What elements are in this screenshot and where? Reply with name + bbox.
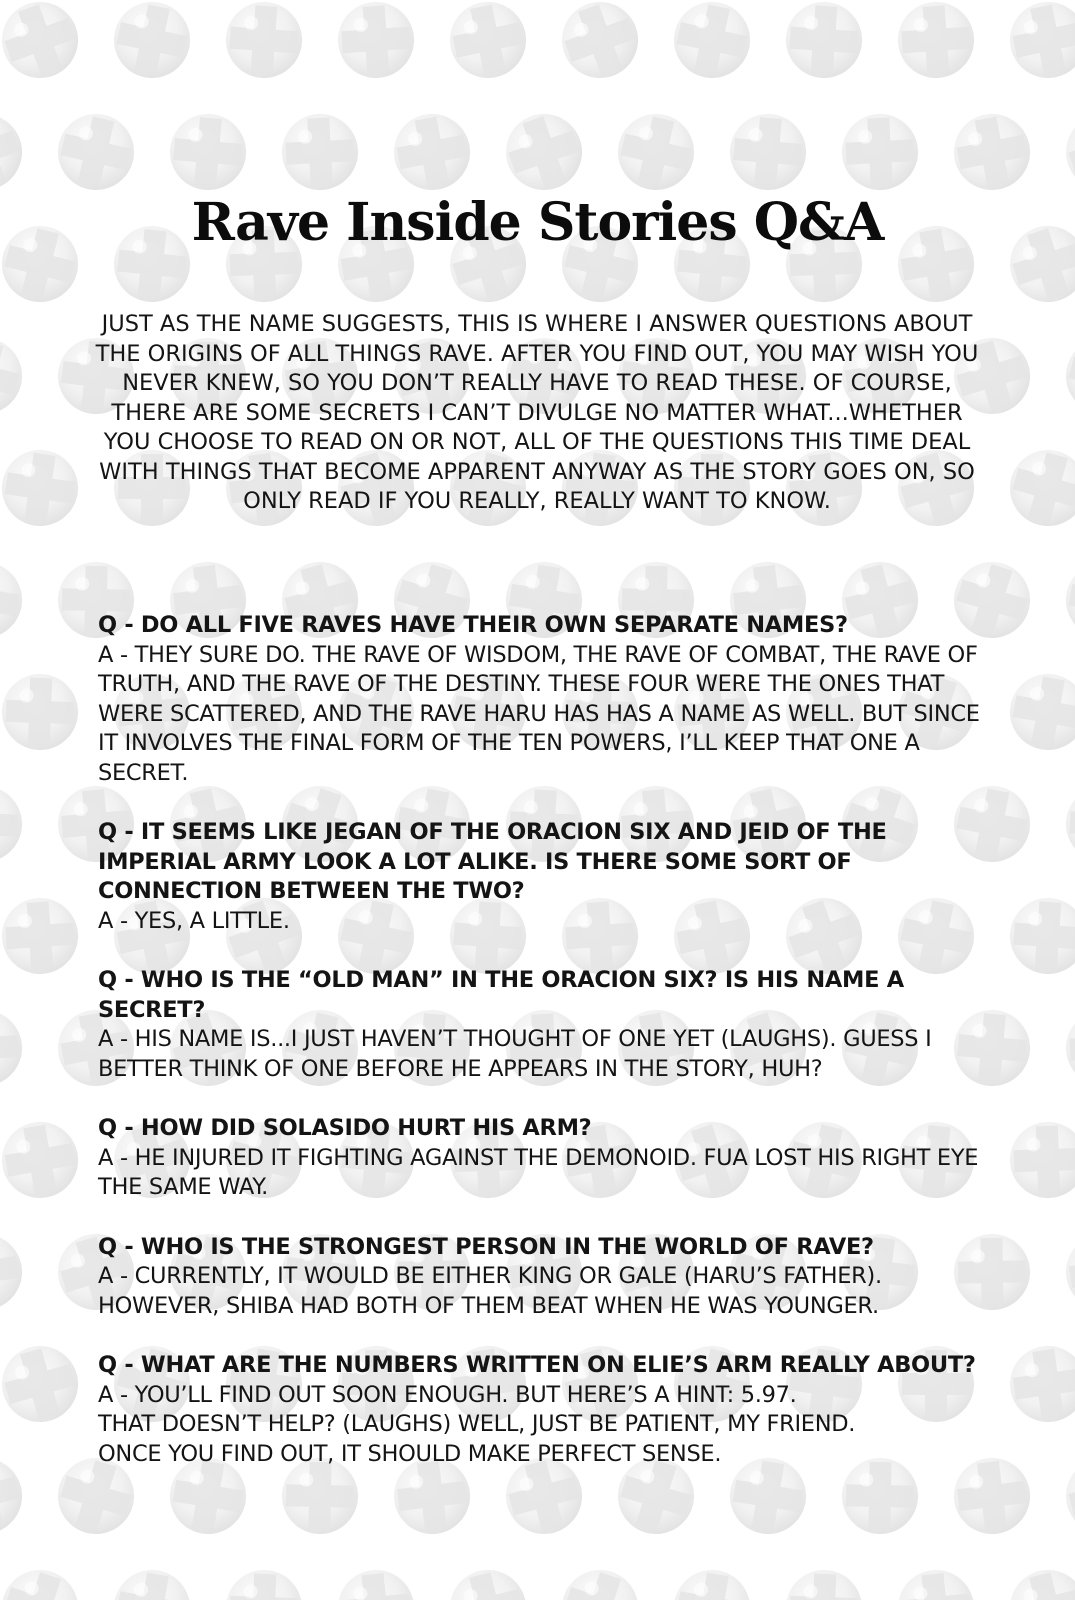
page-title: Rave Inside Stories Q&A	[191, 192, 884, 253]
qa-item	[98, 818, 998, 936]
answer-text: A - HIS NAME IS...I JUST HAVEN’T THOUGHT OF ONE YET (LAUGHS). GUESS I BETTER THINK OF ONE BEFORE HE APPEARS IN THE STORY, HUH?	[98, 1026, 932, 1082]
question-text: Q - IT SEEMS LIKE JEGAN OF THE ORACION SIX AND JEID OF THE IMPERIAL ARMY LOOK A LOT ALIKE. IS THERE SOME SORT OF CONNECTION BETWEEN THE TWO?	[98, 819, 887, 904]
qa-item	[98, 966, 998, 1084]
qa-item	[98, 1351, 998, 1469]
question-text: Q - DO ALL FIVE RAVES HAVE THEIR OWN SEPARATE NAMES?	[98, 612, 848, 638]
qa-item	[98, 1233, 998, 1322]
qa-list	[98, 611, 998, 1499]
answer-text: A - YES, A LITTLE.	[98, 907, 290, 934]
question-text: Q - WHAT ARE THE NUMBERS WRITTEN ON ELIE’S ARM REALLY ABOUT?	[98, 1352, 976, 1378]
intro-paragraph: JUST AS THE NAME SUGGESTS, THIS IS WHERE I ANSWER QUESTIONS ABOUT THE ORIGINS OF ALL THINGS RAVE. AFTER YOU FIND OUT, YOU MAY WISH YOU NEVER KNEW, SO YOU DON’T REALLY HAVE TO READ THESE. OF COURSE, THERE ARE SOME SECRETS I CAN’T DIVULGE NO MATTER WHAT...WHETHER YOU CHOOSE TO READ ON OR NOT, ALL OF THE QUESTIONS THIS TIME DEAL WITH THINGS THAT BECOME APPARENT ANYWAY AS THE STORY GOES ON, SO ONLY READ IF YOU REALLY, REALLY WANT TO KNOW.	[95, 311, 979, 514]
question-text: Q - HOW DID SOLASIDO HURT HIS ARM?	[98, 1115, 592, 1141]
qa-item	[98, 1114, 998, 1203]
answer-text: A - HE INJURED IT FIGHTING AGAINST THE DEMONOID. FUA LOST HIS RIGHT EYE THE SAME WAY.	[98, 1144, 979, 1200]
answer-text: A - CURRENTLY, IT WOULD BE EITHER KING OR GALE (HARU’S FATHER). HOWEVER, SHIBA HAD BOTH OF THEM BEAT WHEN HE WAS YOUNGER.	[98, 1263, 882, 1319]
answer-text: A - THEY SURE DO. THE RAVE OF WISDOM, THE RAVE OF COMBAT, THE RAVE OF TRUTH, AND THE RAVE OF THE DESTINY. THESE FOUR WERE THE ONES THAT WERE SCATTERED, AND THE RAVE HARU HAS HAS A NAME AS WELL. BUT SINCE IT INVOLVES THE FINAL FORM OF THE TEN POWERS, I’LL KEEP THAT ONE A SECRET.	[98, 641, 980, 786]
qa-item	[98, 611, 998, 788]
question-text: Q - WHO IS THE STRONGEST PERSON IN THE WORLD OF RAVE?	[98, 1233, 874, 1260]
answer-text: A - YOU’LL FIND OUT SOON ENOUGH. BUT HERE’S A HINT: 5.97. THAT DOESN’T HELP? (LAUGHS) WELL, JUST BE PATIENT, MY FRIEND. ONCE YOU FIND OUT, IT SHOULD MAKE PERFECT SENSE.	[98, 1381, 856, 1467]
question-text: Q - WHO IS THE “OLD MAN” IN THE ORACION SIX? IS HIS NAME A SECRET?	[98, 967, 904, 1023]
